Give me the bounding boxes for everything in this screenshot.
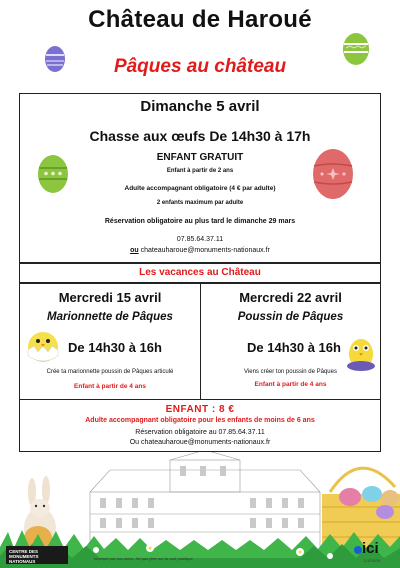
left-time: De 14h30 à 16h xyxy=(68,340,162,355)
monuments-nationaux-logo: CENTRE DES MONUMENTS NATIONAUX xyxy=(6,546,68,564)
email-prefix: ou xyxy=(130,247,139,254)
main-event-box xyxy=(19,93,381,263)
green-egg-icon xyxy=(342,30,370,66)
green-egg-icon xyxy=(37,152,69,194)
adult-required-label: Adulte accompagnant obligatoire (4 € par adulte) xyxy=(124,185,276,192)
email-line xyxy=(20,247,380,254)
main-date: Dimanche 5 avril xyxy=(140,98,260,115)
vacation-banner: Les vacances au Château xyxy=(19,263,381,283)
right-date: Mercredi 22 avril xyxy=(239,290,342,305)
pink-egg-icon xyxy=(312,146,354,200)
max-children-label: 2 enfants maximum par adulte xyxy=(156,200,244,206)
left-date: Mercredi 15 avril xyxy=(58,290,162,305)
workshop-right-box xyxy=(200,283,381,400)
right-activity: Poussin de Pâques xyxy=(237,311,344,323)
phone-number: 07.85.64.37.11 xyxy=(176,236,224,243)
page-subtitle: Pâques au château xyxy=(113,56,287,77)
ici-lorraine-logo xyxy=(352,540,398,566)
reservation-email: Ou chateauharoue@monuments-nationaux.fr xyxy=(129,439,271,446)
free-child-label: ENFANT GRATUIT xyxy=(156,152,244,163)
price-box xyxy=(19,399,381,452)
footer-note: Imprimé par nos soins. Ne pas jeter sur la voie publique xyxy=(94,556,193,561)
chick-craft-icon xyxy=(345,332,377,372)
workshop-left-box xyxy=(19,283,201,400)
left-activity: Marionnette de Pâques xyxy=(47,311,173,323)
age-label: Enfant à partir de 2 ans xyxy=(166,168,234,174)
ici-dot-icon xyxy=(354,546,362,554)
ici-logo-sub: Lorraine xyxy=(364,558,381,563)
left-description: Crée ta marionnette poussin de Pâques articulé xyxy=(46,369,174,375)
ici-logo-text: ici xyxy=(362,540,379,557)
right-description: Viens créer ton poussin de Pâques xyxy=(244,369,337,375)
reservation-phone: Réservation obligatoire au 07.85.64.37.11 xyxy=(135,429,265,436)
price-label: ENFANT : 8 € xyxy=(165,404,235,415)
chick-puppet-icon xyxy=(26,330,60,364)
right-time: De 14h30 à 16h xyxy=(247,340,341,355)
left-age: Enfant à partir de 4 ans xyxy=(74,383,146,390)
reservation-label: Réservation obligatoire au plus tard le dimanche 29 mars xyxy=(104,218,296,225)
adult-under6-label: Adulte accompagnant obligatoire pour les enfants de moins de 6 ans xyxy=(85,417,315,424)
email-address: chateauharoue@monuments-nationaux.fr xyxy=(140,247,270,254)
right-age: Enfant à partir de 4 ans xyxy=(254,381,327,388)
purple-egg-icon xyxy=(44,44,66,72)
egg-hunt-title: Chasse aux œufs De 14h30 à 17h xyxy=(89,128,311,144)
page-title: Château de Haroué xyxy=(88,6,312,33)
